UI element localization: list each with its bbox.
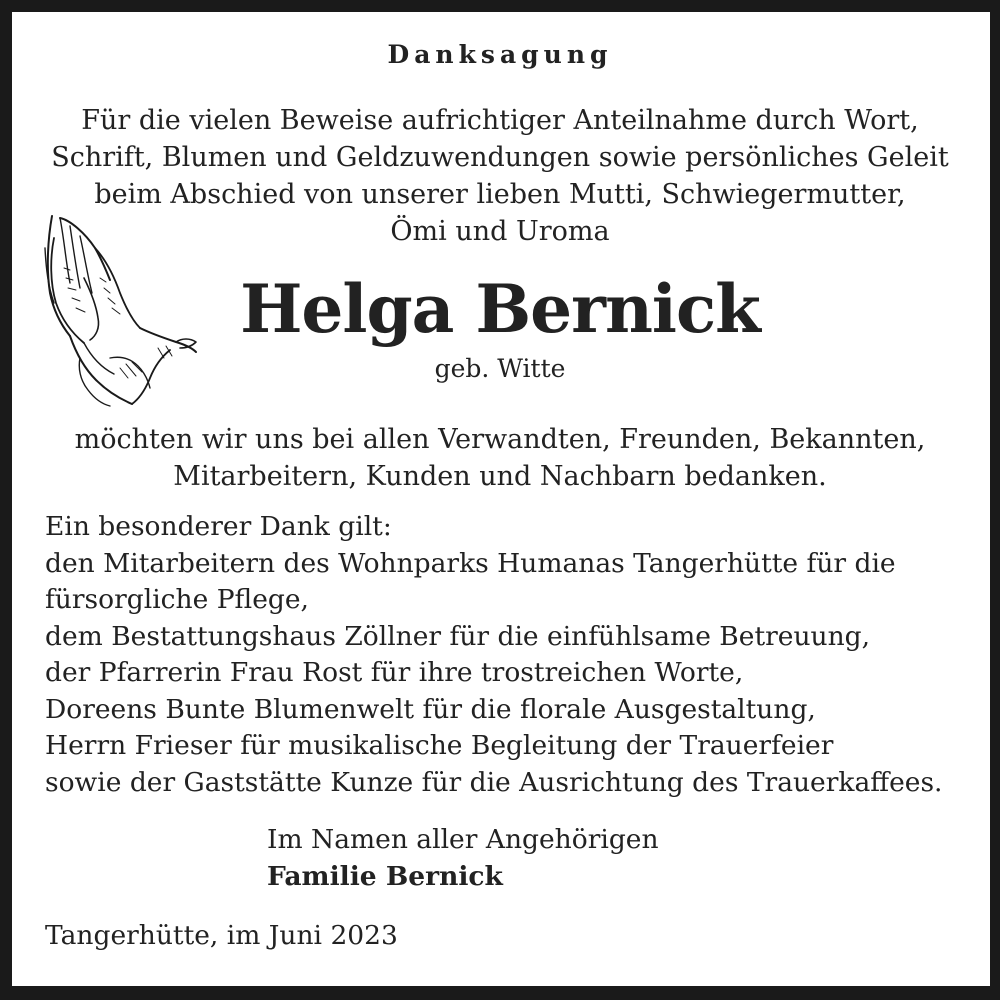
signature-line: Im Namen aller Angehörigen	[267, 824, 659, 855]
birth-name: geb. Witte	[434, 354, 566, 383]
special-line: sowie der Gaststätte Kunze für die Ausrichtung des Trauerkaffees.	[45, 766, 943, 798]
intro-line: Ömi und Uroma	[390, 216, 610, 247]
intro-line: beim Abschied von unserer lieben Mutti, Schwiegermutter,	[94, 179, 906, 210]
special-thanks	[45, 509, 942, 801]
signature-family: Familie Bernick	[267, 861, 503, 892]
thanks-line: möchten wir uns bei allen Verwandten, Freunden, Bekannten,	[74, 424, 926, 455]
intro-line: Für die vielen Beweise aufrichtiger Anteilnahme durch Wort,	[81, 105, 919, 136]
special-line: dem Bestattungshaus Zöllner für die einfühlsame Betreuung,	[45, 620, 871, 652]
place-date: Tangerhütte, im Juni 2023	[45, 920, 398, 951]
special-line: den Mitarbeitern des Wohnparks Humanas Tangerhütte für die	[45, 547, 896, 579]
notice-heading: Danksagung	[387, 40, 613, 69]
deceased-name: Helga Bernick	[240, 270, 760, 348]
special-line: der Pfarrerin Frau Rost für ihre trostreichen Worte,	[45, 657, 744, 688]
special-line: Herrn Frieser für musikalische Begleitung der Trauerfeier	[45, 730, 834, 761]
thanks-text	[0, 421, 1000, 495]
signature-block	[267, 821, 659, 895]
intro-line: Schrift, Blumen und Geldzuwendungen sowie persönliches Geleit	[51, 142, 949, 173]
thanks-line: Mitarbeitern, Kunden und Nachbarn bedanken.	[173, 461, 827, 492]
special-line: fürsorgliche Pflege,	[45, 584, 309, 615]
special-line: Doreens Bunte Blumenwelt für die florale Ausgestaltung,	[45, 693, 816, 725]
special-line: Ein besonderer Dank gilt:	[45, 511, 392, 542]
